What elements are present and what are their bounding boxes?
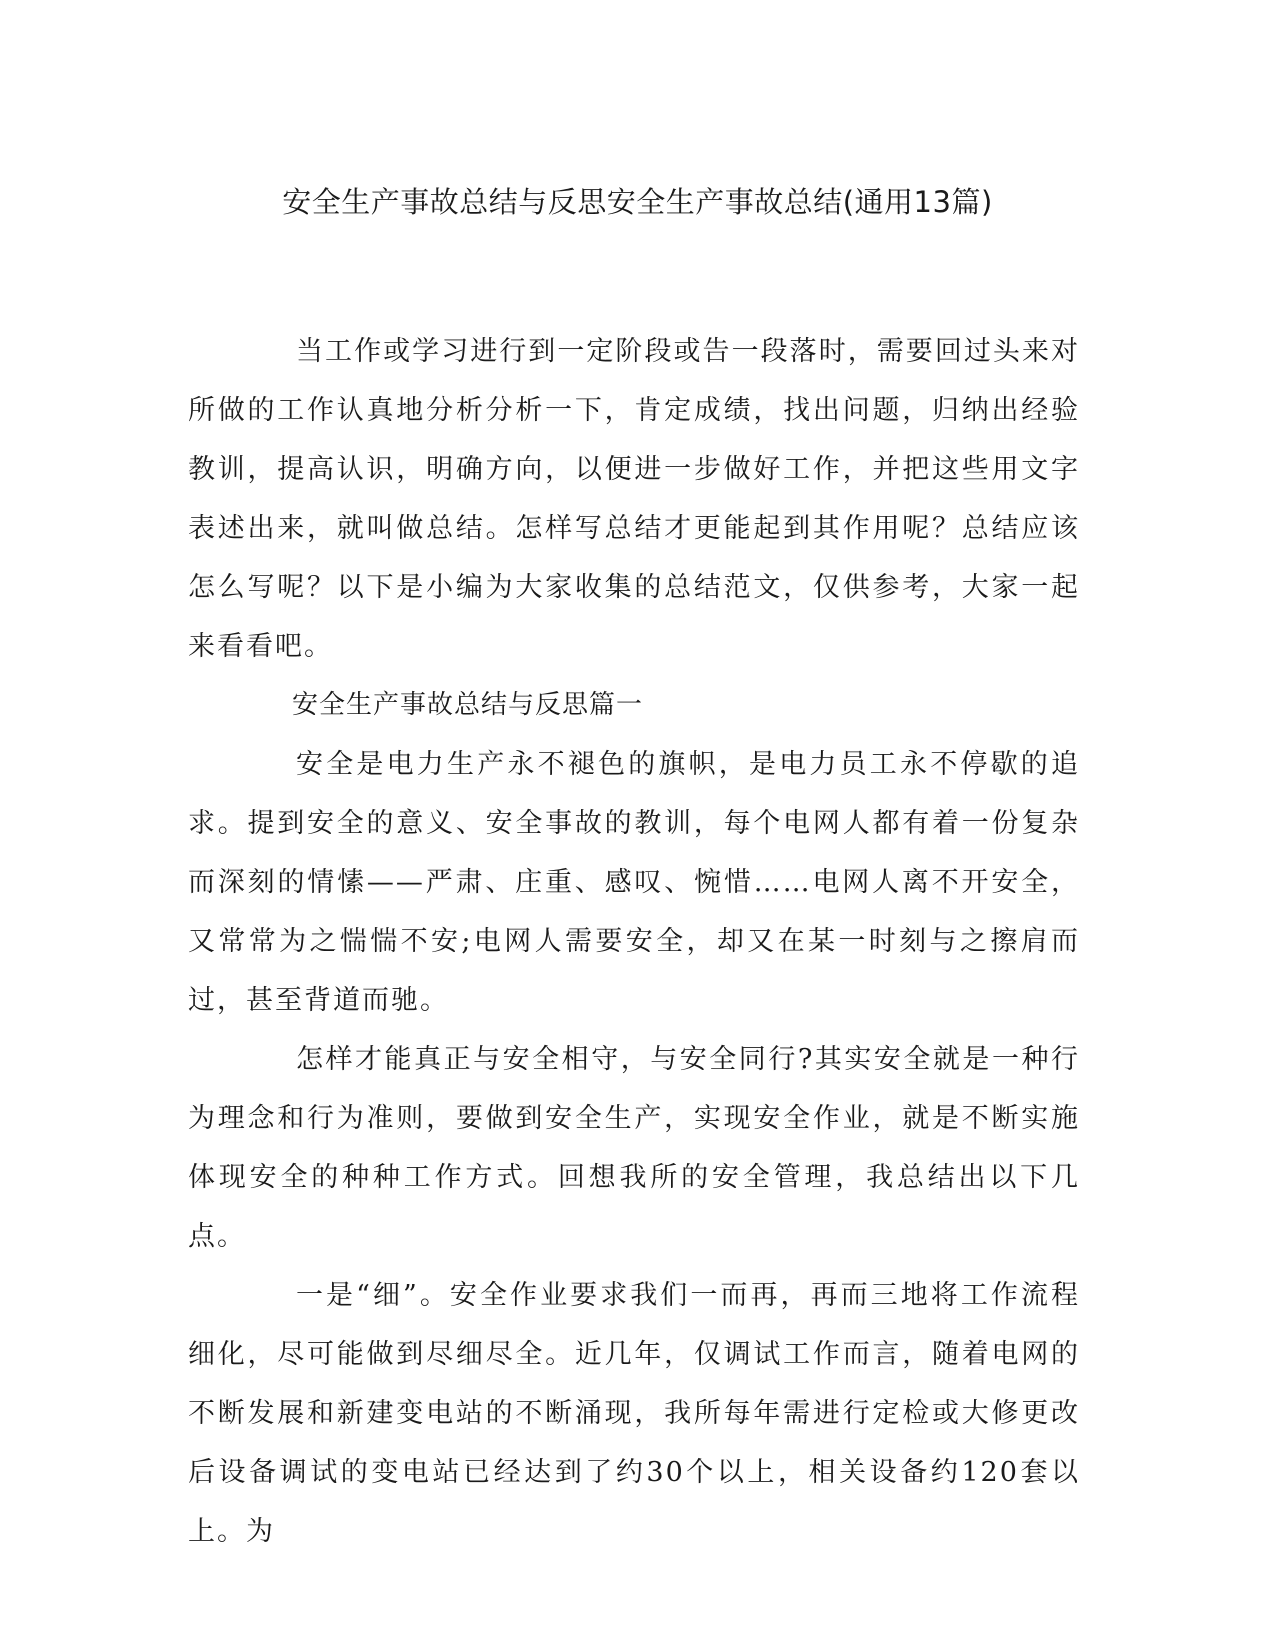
document-title: 安全生产事故总结与反思安全生产事故总结(通用13篇) (282, 185, 993, 219)
body-paragraph: 安全是电力生产永不褪色的旗帜，是电力员工永不停歇的追求。提到安全的意义、安全事故的教训，每个电网人都有着一份复杂而深刻的情愫——严肃、庄重、感叹、惋惜……电网人离不开安全，又常常为之惴惴不安;电网人需要安全，却又在某一时刻与之擦肩而过，甚至背道而驰。 (188, 749, 1080, 1016)
document-body (188, 322, 1080, 1561)
body-paragraph: 一是“细”。安全作业要求我们一而再，再而三地将工作流程细化，尽可能做到尽细尽全。近几年，仅调试工作而言，随着电网的不断发展和新建变电站的不断涌现，我所每年需进行定检或大修更改后设备调试的变电站已经达到了约30个以上，相关设备约120套以上。为 (188, 1280, 1080, 1547)
intro-paragraph: 当工作或学习进行到一定阶段或告一段落时，需要回过头来对所做的工作认真地分析分析一下，肯定成绩，找出问题，归纳出经验教训，提高认识，明确方向，以便进一步做好工作，并把这些用文字表述出来，就叫做总结。怎样写总结才更能起到其作用呢？总结应该怎么写呢？以下是小编为大家收集的总结范文，仅供参考，大家一起来看看吧。 (188, 336, 1080, 662)
section-heading: 安全生产事故总结与反思篇一 (292, 690, 644, 720)
body-paragraph: 怎样才能真正与安全相守，与安全同行?其实安全就是一种行为理念和行为准则，要做到安全生产，实现安全作业，就是不断实施体现安全的种种工作方式。回想我所的安全管理，我总结出以下几点。 (188, 1044, 1080, 1252)
